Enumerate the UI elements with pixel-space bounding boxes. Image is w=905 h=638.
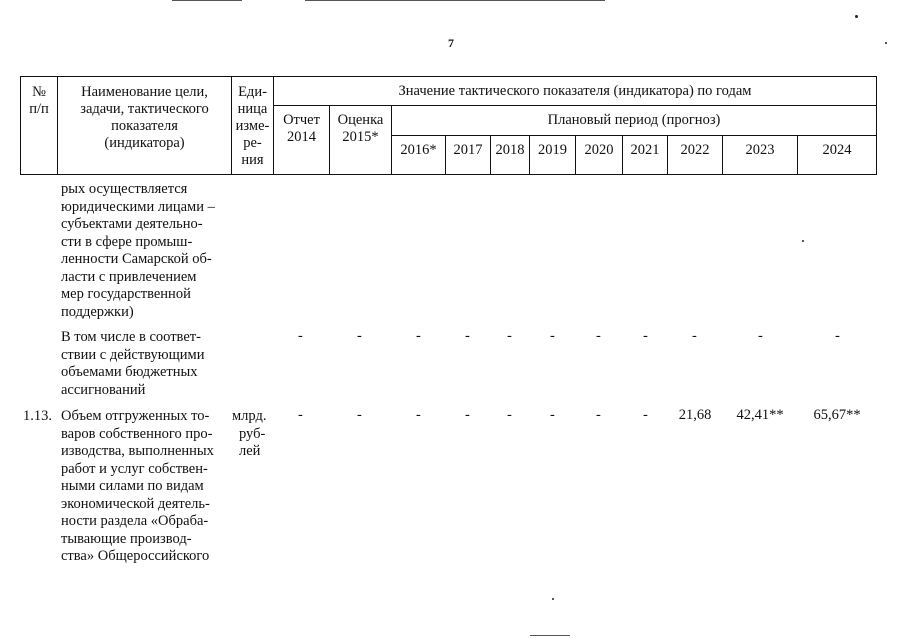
value-cell: - (298, 407, 303, 423)
header-name-label: Наименование цели, задачи, тактического показателя (индикатора) (80, 84, 209, 151)
header-planned-label: Плановый период (прогноз) (547, 112, 721, 128)
header-num-label: № п/п (29, 84, 49, 117)
value-cell: - (507, 328, 512, 344)
value-cell: - (643, 328, 648, 344)
value-cell: - (507, 407, 512, 423)
value-cell: - (596, 407, 601, 423)
header-report-label: Отчет 2014 (283, 112, 320, 145)
value-cell: 21,68 (678, 407, 712, 423)
value-cell: - (550, 407, 555, 423)
scan-artifact-bottom (530, 635, 570, 636)
value-cell: - (465, 407, 470, 423)
value-cell: - (357, 407, 362, 423)
value-cell: - (643, 407, 648, 423)
header-year-label: 2022 (680, 142, 710, 158)
table-row-name: рых осуществляется юридическими лицами – субъектами деятельно- сти в сфере промыш- ленности Самарской об- ласти с привлечением мер государственной поддержки) (61, 181, 215, 320)
header-year-label: 2020 (584, 142, 614, 158)
page-number: 7 (448, 36, 454, 50)
row-unit: млрд. руб- лей (232, 408, 267, 459)
header-year-label: 2024 (822, 142, 852, 158)
scan-speck (552, 598, 554, 600)
header-year-label: 2023 (745, 142, 775, 158)
header-values-title: Значение тактического показателя (индикатора) по годам (398, 83, 752, 99)
scan-speck (802, 240, 804, 242)
header-unit-label: Еди- ница изме- ре- ния (235, 84, 270, 168)
header-year-label: 2019 (538, 142, 567, 158)
value-cell: - (692, 328, 697, 344)
table-row-name: Объем отгруженных то- варов собственного про- изводства, выполненных работ и услуг собствен- ными силами по видам экономической деятель- ности раздела «Обраба- тывающие производ- ства» Общероссийского (61, 408, 214, 564)
value-cell: - (298, 328, 303, 344)
value-cell: - (596, 328, 601, 344)
value-cell: - (758, 328, 763, 344)
scan-artifact-top (305, 0, 605, 1)
value-cell: - (835, 328, 840, 344)
header-year-label: 2018 (495, 142, 525, 158)
scan-speck (885, 42, 887, 44)
value-cell: - (357, 328, 362, 344)
scan-artifact-top (172, 0, 242, 1)
value-cell: - (416, 407, 421, 423)
table-row-name: В том числе в соответ- ствии с действующими объемами бюджетных ассигнований (61, 329, 205, 398)
value-cell: - (550, 328, 555, 344)
header-year-label: 2016* (400, 142, 437, 158)
header-estimate-label: Оценка 2015* (337, 112, 384, 145)
scan-speck (855, 15, 858, 18)
header-year-label: 2021 (630, 142, 660, 158)
row-number: 1.13. (23, 408, 52, 424)
value-cell: 65,67** (813, 407, 861, 423)
header-year-label: 2017 (453, 142, 483, 158)
value-cell: - (465, 328, 470, 344)
value-cell: 42,41** (736, 407, 784, 423)
value-cell: - (416, 328, 421, 344)
